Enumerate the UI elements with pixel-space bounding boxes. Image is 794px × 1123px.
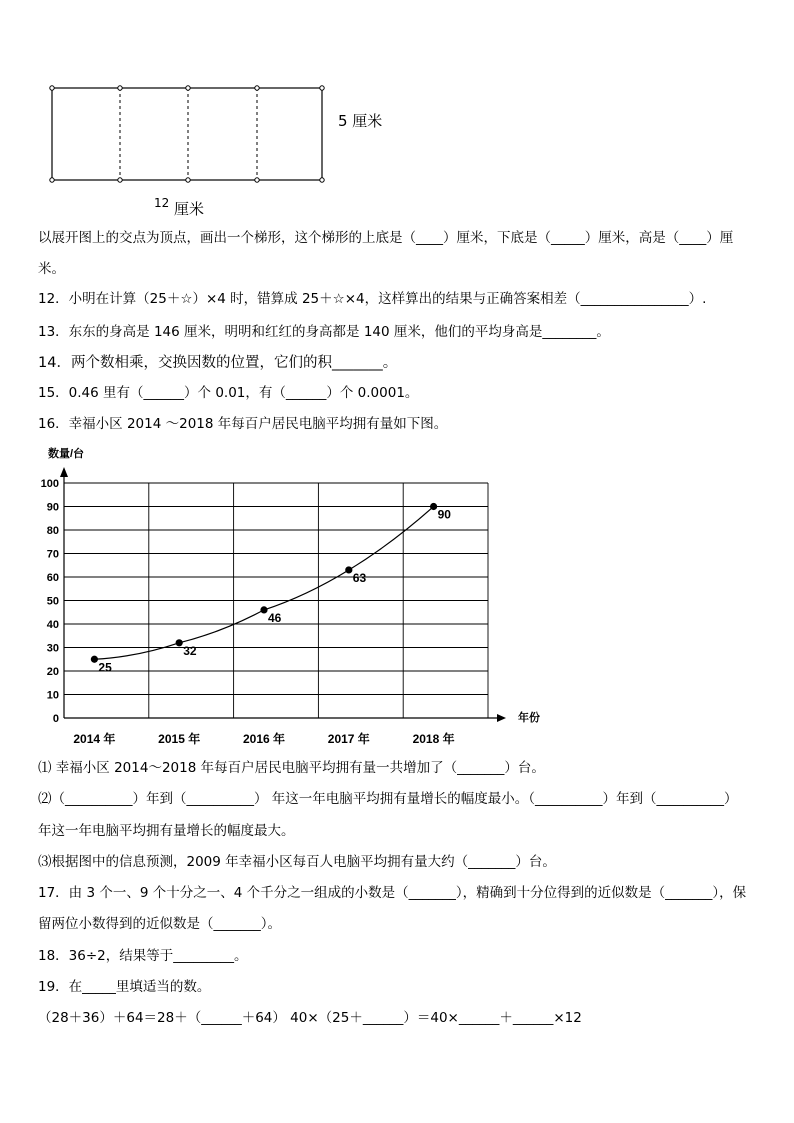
y-tick-label: 100	[40, 478, 59, 490]
data-label: 32	[183, 643, 197, 658]
question-12: 12．小明在计算（25＋☆）×4 时，错算成 25＋☆×4，这样算出的结果与正确答案相差（________________）.	[38, 291, 707, 307]
y-tick-label: 10	[46, 689, 59, 702]
data-point	[91, 656, 98, 663]
x-tick-label: 2017 年	[327, 732, 370, 746]
question-11-line-2: 米。	[38, 261, 65, 277]
x-tick-label: 2014 年	[73, 732, 116, 746]
question-14: 14．两个数相乘，交换因数的位置，它们的积_______。	[38, 355, 398, 371]
data-label: 90	[437, 507, 451, 522]
y-tick-label: 70	[46, 548, 59, 561]
y-tick-label: 20	[46, 666, 59, 678]
question-15: 15．0.46 里有（______）个 0.01，有（______）个 0.0001。	[38, 385, 419, 401]
width-unit: 厘米	[174, 200, 205, 218]
x-axis-arrow	[497, 714, 506, 722]
question-16-part-2-line-1: ⑵（__________）年到（__________） 年这一年电脑平均拥有量增长的幅度最小。（__________）年到（__________）	[38, 791, 738, 807]
question-16-part-2-line-2: 年这一年电脑平均拥有量增长的幅度最大。	[38, 823, 295, 839]
question-16-part-3: ⑶根据图中的信息预测，2009 年幸福小区每百人电脑平均拥有量大约（_______）台。	[38, 854, 556, 870]
x-axis-title: 年份	[518, 712, 540, 724]
question-16-part-1: ⑴ 幸福小区 2014～2018 年每百户居民电脑平均拥有量一共增加了（_______）台。	[38, 760, 545, 776]
y-tick-label: 40	[46, 619, 59, 631]
data-point	[176, 639, 183, 646]
data-point	[430, 503, 437, 510]
data-label: 63	[352, 570, 367, 585]
y-tick-label: 30	[46, 642, 59, 655]
y-tick-label: 0	[52, 713, 59, 725]
question-11-line-1: 以展开图上的交点为顶点，画出一个梯形，这个梯形的上底是（____）厘米，下底是（_____）厘米，高是（____）厘	[38, 230, 734, 246]
y-axis-title: 数量/台	[48, 448, 85, 460]
width-number: 12	[154, 196, 170, 210]
data-point	[260, 606, 267, 613]
question-13: 13．东东的身高是 146 厘米，明明和红红的身高都是 140 厘米，他们的平均身高是________。	[38, 324, 610, 340]
series-line	[94, 507, 433, 660]
net-figure	[40, 78, 340, 190]
question-17-line-2: 留两位小数得到的近似数是（_______）。	[38, 916, 281, 932]
x-tick-label: 2016 年	[242, 732, 286, 746]
y-tick-label: 60	[46, 572, 59, 584]
data-label: 46	[268, 610, 282, 625]
x-tick-label: 2018 年	[412, 732, 455, 746]
height-label: 5 厘米	[338, 112, 383, 130]
line-chart	[30, 440, 560, 750]
y-tick-label: 90	[46, 501, 59, 514]
question-19: 19．在_____里填适当的数。	[38, 979, 211, 995]
question-18: 18．36÷2，结果等于_________。	[38, 948, 248, 964]
question-19-equations: （28＋36）＋64＝28＋（______＋64） 40×（25＋______）＝40×______＋______×12	[38, 1010, 582, 1026]
question-16: 16．幸福小区 2014 ～2018 年每百户居民电脑平均拥有量如下图。	[38, 416, 448, 432]
question-17-line-1: 17．由 3 个一、9 个十分之一、4 个千分之一组成的小数是（_______），精确到十分位得到的近似数是（_______），保	[38, 885, 747, 901]
y-tick-label: 50	[46, 595, 59, 608]
data-point	[345, 566, 352, 573]
y-axis-arrow	[60, 467, 68, 477]
data-label: 25	[98, 660, 112, 675]
x-tick-label: 2015 年	[158, 732, 201, 746]
y-tick-label: 80	[46, 525, 59, 537]
